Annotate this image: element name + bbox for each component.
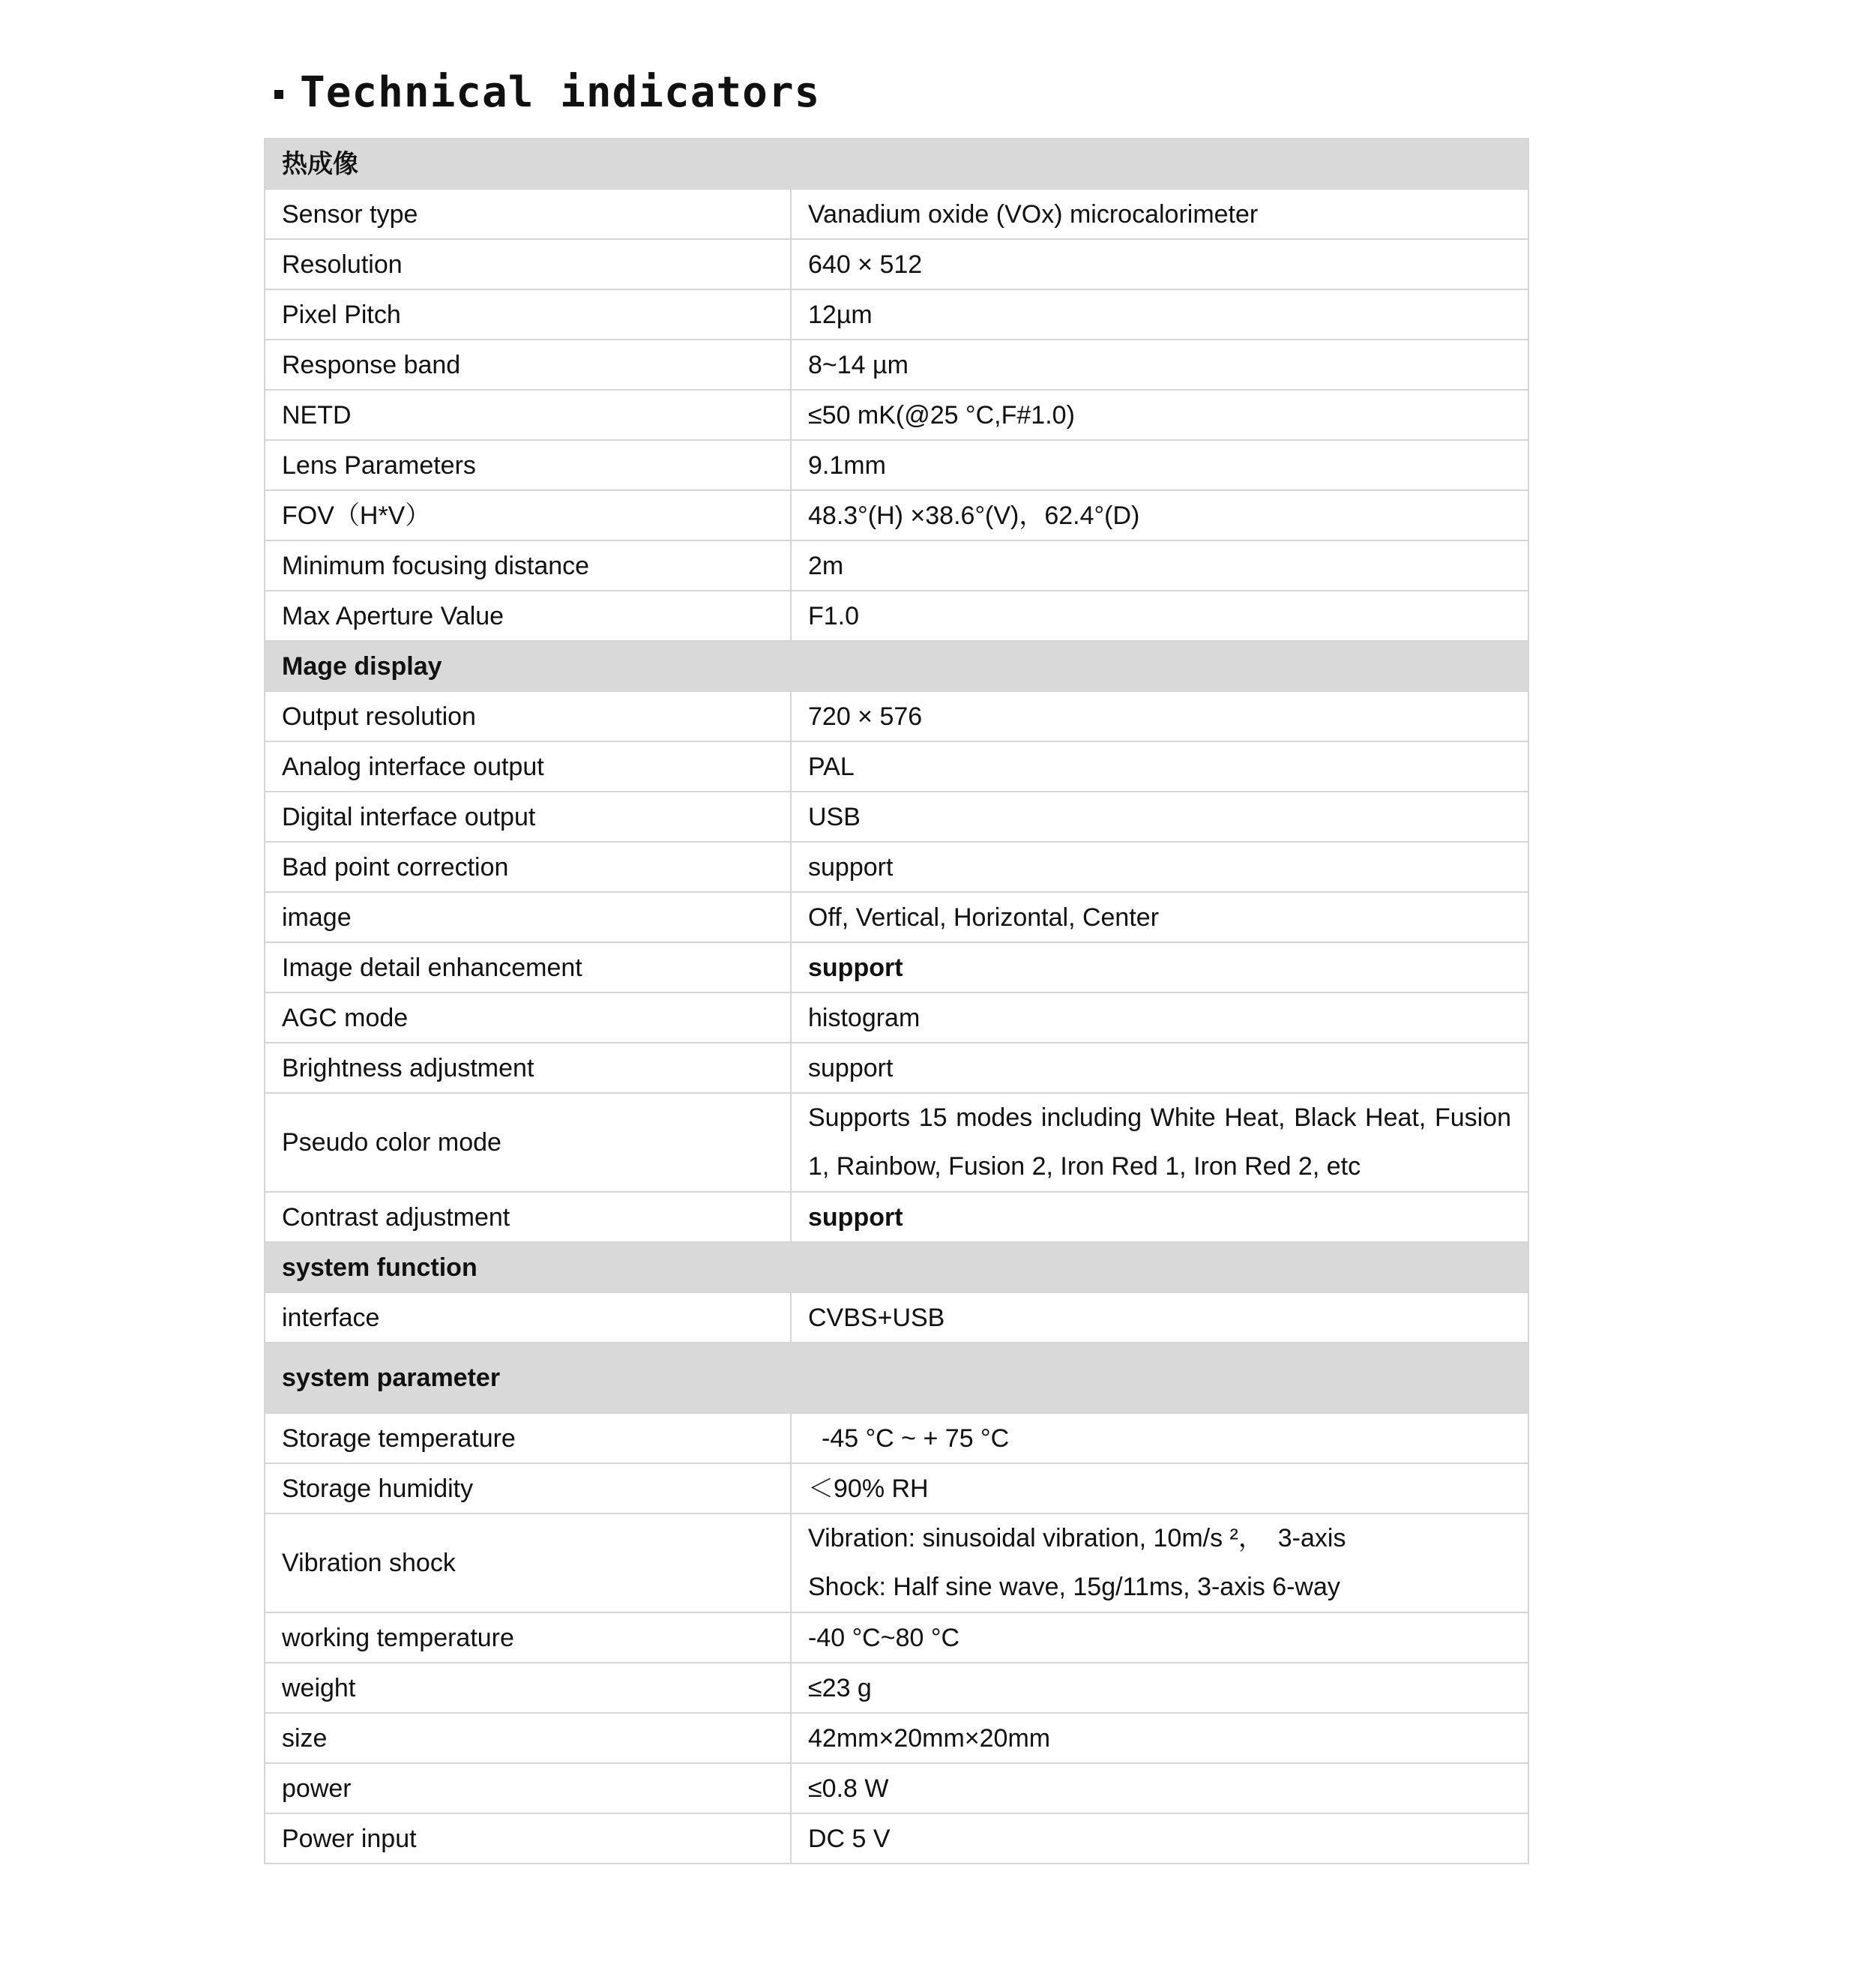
table-row <box>265 1612 1528 1663</box>
table-row <box>265 540 1528 591</box>
table-row <box>265 1043 1528 1093</box>
table-row <box>265 1763 1528 1813</box>
table-row <box>265 1663 1528 1713</box>
table-row <box>265 993 1528 1043</box>
row-label: Response band <box>265 340 791 390</box>
row-value: CVBS+USB <box>791 1292 1528 1343</box>
table-row <box>265 942 1528 993</box>
row-label: weight <box>265 1663 791 1713</box>
table-row <box>265 1813 1528 1864</box>
row-label: FOV（H*V） <box>265 490 791 540</box>
section-title: Mage display <box>265 641 1528 691</box>
row-value: -40 °C~80 °C <box>791 1612 1528 1663</box>
value-line: Shock: Half sine wave, 15g/11ms, 3-axis 6-way <box>808 1573 1340 1601</box>
row-value <box>791 1513 1528 1612</box>
row-label: Contrast adjustment <box>265 1192 791 1242</box>
row-label: size <box>265 1713 791 1763</box>
row-label: Sensor type <box>265 189 791 239</box>
row-value: 9.1mm <box>791 440 1528 490</box>
table-row <box>265 842 1528 892</box>
row-label: NETD <box>265 390 791 440</box>
row-label: interface <box>265 1292 791 1343</box>
row-label: Resolution <box>265 239 791 289</box>
page-title: Technical indicators <box>300 67 821 117</box>
table-row <box>265 691 1528 741</box>
row-label: image <box>265 892 791 942</box>
row-label: Analog interface output <box>265 741 791 792</box>
table-row <box>265 1192 1528 1242</box>
section-header-system-function <box>265 1242 1528 1292</box>
row-value: ≤0.8 W <box>791 1763 1528 1813</box>
page-heading <box>274 66 820 118</box>
section-title: system parameter <box>265 1343 1528 1413</box>
bullet-icon <box>274 90 283 99</box>
row-value: 640 × 512 <box>791 239 1528 289</box>
section-title: system function <box>265 1242 1528 1292</box>
row-value: Off, Vertical, Horizontal, Center <box>791 892 1528 942</box>
row-value: Supports 15 modes including White Heat, Black Heat, Fusion 1, Rainbow, Fusion 2, Iron Red 1, Iron Red 2, etc <box>791 1093 1528 1192</box>
table-row <box>265 490 1528 540</box>
row-label: power <box>265 1763 791 1813</box>
row-label: Vibration shock <box>265 1513 791 1612</box>
row-value: support <box>791 1043 1528 1093</box>
row-label: Image detail enhancement <box>265 942 791 993</box>
row-label: Bad point correction <box>265 842 791 892</box>
row-value: Vanadium oxide (VOx) microcalorimeter <box>791 189 1528 239</box>
row-label: Storage temperature <box>265 1413 791 1463</box>
table-row <box>265 591 1528 641</box>
table-row <box>265 1463 1528 1513</box>
value-line: Vibration: sinusoidal vibration, 10m/s ²， 3-axis <box>808 1524 1346 1552</box>
row-label: Lens Parameters <box>265 440 791 490</box>
row-label: Pixel Pitch <box>265 289 791 340</box>
row-label: Storage humidity <box>265 1463 791 1513</box>
section-header-image-display <box>265 641 1528 691</box>
row-value: support <box>791 1192 1528 1242</box>
row-value: support <box>791 942 1528 993</box>
section-header-thermal-imaging <box>265 139 1528 189</box>
table-row <box>265 340 1528 390</box>
row-label: Max Aperture Value <box>265 591 791 641</box>
table-row <box>265 189 1528 239</box>
section-header-system-parameter <box>265 1343 1528 1413</box>
table-row <box>265 892 1528 942</box>
row-value: 42mm×20mm×20mm <box>791 1713 1528 1763</box>
section-title: 热成像 <box>265 139 1528 189</box>
table-row <box>265 390 1528 440</box>
row-value: F1.0 <box>791 591 1528 641</box>
row-value: -45 °C ~ + 75 °C <box>791 1413 1528 1463</box>
table-row <box>265 741 1528 792</box>
row-value: PAL <box>791 741 1528 792</box>
table-row <box>265 1093 1528 1192</box>
row-label: Minimum focusing distance <box>265 540 791 591</box>
row-value: 720 × 576 <box>791 691 1528 741</box>
table-row <box>265 1413 1528 1463</box>
row-value: USB <box>791 792 1528 842</box>
row-label: Pseudo color mode <box>265 1093 791 1192</box>
row-value: histogram <box>791 993 1528 1043</box>
row-value: support <box>791 842 1528 892</box>
table-row <box>265 1513 1528 1612</box>
row-label: working temperature <box>265 1612 791 1663</box>
row-value: ≤23 g <box>791 1663 1528 1713</box>
row-label: Power input <box>265 1813 791 1864</box>
row-label: Digital interface output <box>265 792 791 842</box>
table-row <box>265 792 1528 842</box>
table-row <box>265 1713 1528 1763</box>
row-value: DC 5 V <box>791 1813 1528 1864</box>
row-value: 8~14 µm <box>791 340 1528 390</box>
row-value: ＜90% RH <box>791 1463 1528 1513</box>
table-row <box>265 239 1528 289</box>
table-row <box>265 289 1528 340</box>
row-value: 12µm <box>791 289 1528 340</box>
table-row <box>265 1292 1528 1343</box>
table-row <box>265 440 1528 490</box>
row-label: Brightness adjustment <box>265 1043 791 1093</box>
spec-table <box>264 138 1529 1864</box>
row-value: 2m <box>791 540 1528 591</box>
row-label: Output resolution <box>265 691 791 741</box>
row-value: 48.3°(H) ×38.6°(V)，62.4°(D) <box>791 490 1528 540</box>
row-value: ≤50 mK(@25 °C,F#1.0) <box>791 390 1528 440</box>
row-label: AGC mode <box>265 993 791 1043</box>
